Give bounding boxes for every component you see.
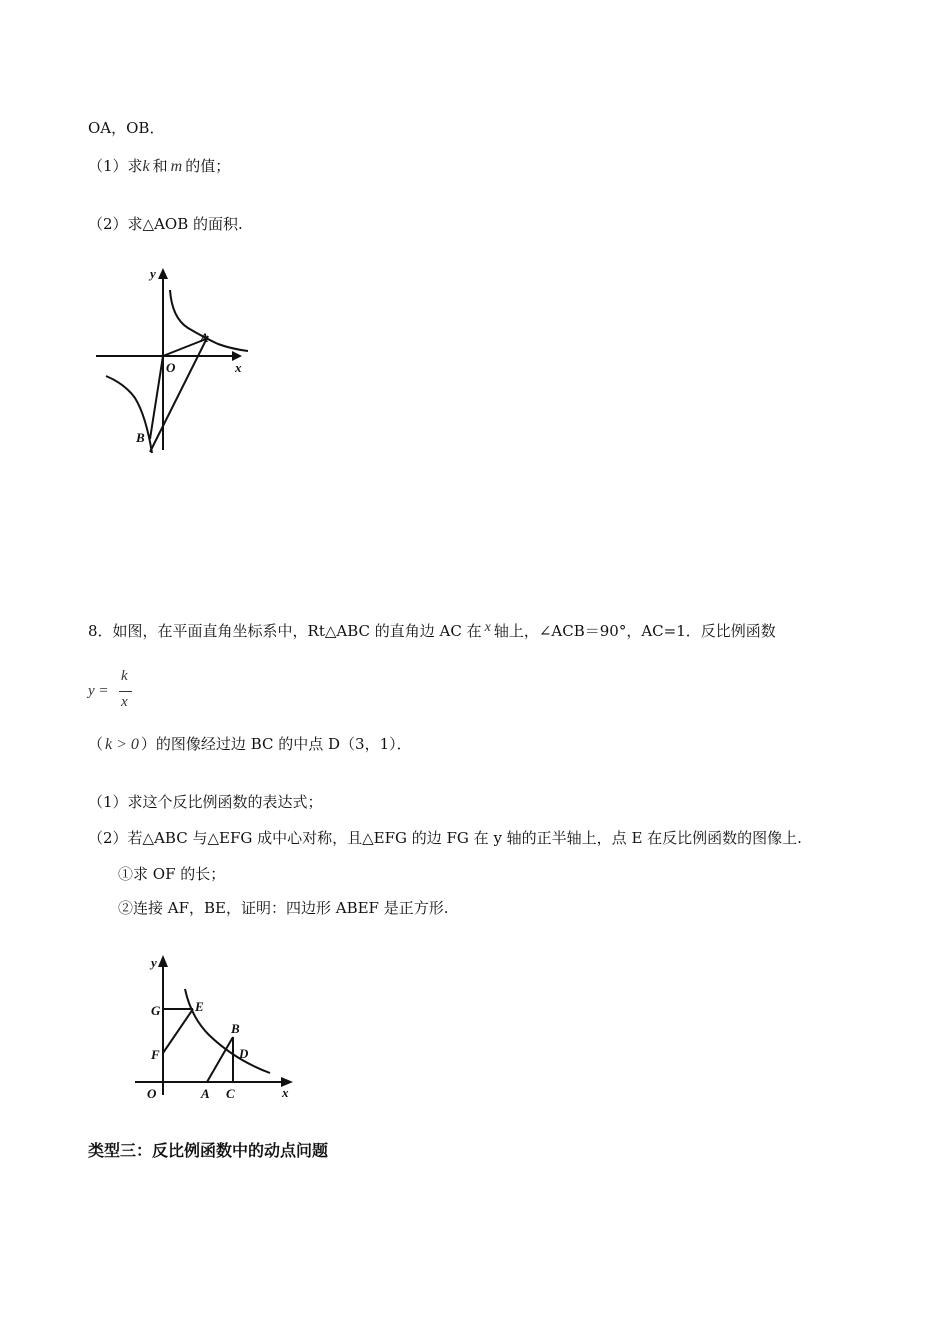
q8-part1: （1）求这个反比例函数的表达式； <box>88 793 323 811</box>
fig2-label-e: E <box>195 999 204 1014</box>
var-m: m <box>170 158 183 175</box>
fig2-label-o: O <box>147 1086 157 1101</box>
fig2-label-y: y <box>151 955 157 970</box>
fraction-bar <box>119 691 132 692</box>
var-k: k <box>142 158 150 175</box>
fig1-label-x: x <box>235 360 242 375</box>
q7-part1-post: 的值； <box>185 157 231 175</box>
fig2-segment-fe <box>163 1009 193 1053</box>
fig1-hyperbola-upper <box>170 290 248 351</box>
q8-stem <box>88 621 776 643</box>
fig2-y-arrow <box>158 955 168 967</box>
q8-condition <box>88 734 412 755</box>
fig2-label-a: A <box>201 1086 210 1101</box>
fig2-label-b: B <box>231 1021 240 1036</box>
q7-part1-mid: 和 <box>152 157 168 175</box>
fig1-label-y: y <box>150 266 156 281</box>
formula-numerator: k <box>121 668 128 684</box>
q8-cond-pre: （ <box>88 735 104 753</box>
fig1-y-arrow <box>158 268 168 279</box>
formula-lhs: y = <box>88 683 109 699</box>
fig1-label-o: O <box>166 360 176 375</box>
q8-part2: （2）若△ABC 与△EFG 成中心对称，且△EFG 的边 FG 在 y 轴的正半轴上，点 E 在反比例函数的图像上. <box>88 829 802 847</box>
figure-1 <box>80 258 280 458</box>
var-x: x <box>484 620 491 635</box>
section-heading: 类型三：反比例函数中的动点问题 <box>88 1141 329 1160</box>
cond-math: k > 0 <box>105 736 139 753</box>
q7-part1 <box>88 156 230 177</box>
fig2-label-g: G <box>151 1003 161 1018</box>
q7-continuation: OA，OB． <box>88 119 165 137</box>
q7-part1-pre: （1）求 <box>88 157 143 175</box>
q7-part2: （2）求△AOB 的面积. <box>88 215 243 233</box>
fig1-label-b: B <box>136 430 145 445</box>
fig1-segment-ob <box>150 356 163 439</box>
fig2-label-c: C <box>226 1086 235 1101</box>
fig1-hyperbola-lower <box>106 376 152 453</box>
q8-stem-post: 轴上，∠ACB＝90°，AC=1．反比例函数 <box>493 622 776 640</box>
figure-2 <box>125 945 325 1115</box>
q8-formula <box>88 668 148 718</box>
fig1-line-ab <box>150 336 208 452</box>
fig2-label-f: F <box>151 1047 160 1062</box>
q8-stem-pre: 8．如图，在平面直角坐标系中，Rt△ABC 的直角边 AC 在 <box>88 622 482 640</box>
fig2-label-d: D <box>239 1046 249 1061</box>
formula-denominator: x <box>121 694 128 710</box>
q8-sub2: ②连接 AF，BE，证明：四边形 ABEF 是正方形. <box>118 899 449 917</box>
fig1-label-a: A <box>200 330 209 345</box>
q8-cond-post: ）的图像经过边 BC 的中点 D（3，1）． <box>140 735 412 753</box>
q8-sub1: ①求 OF 的长； <box>118 865 226 883</box>
fig2-label-x: x <box>282 1085 289 1100</box>
